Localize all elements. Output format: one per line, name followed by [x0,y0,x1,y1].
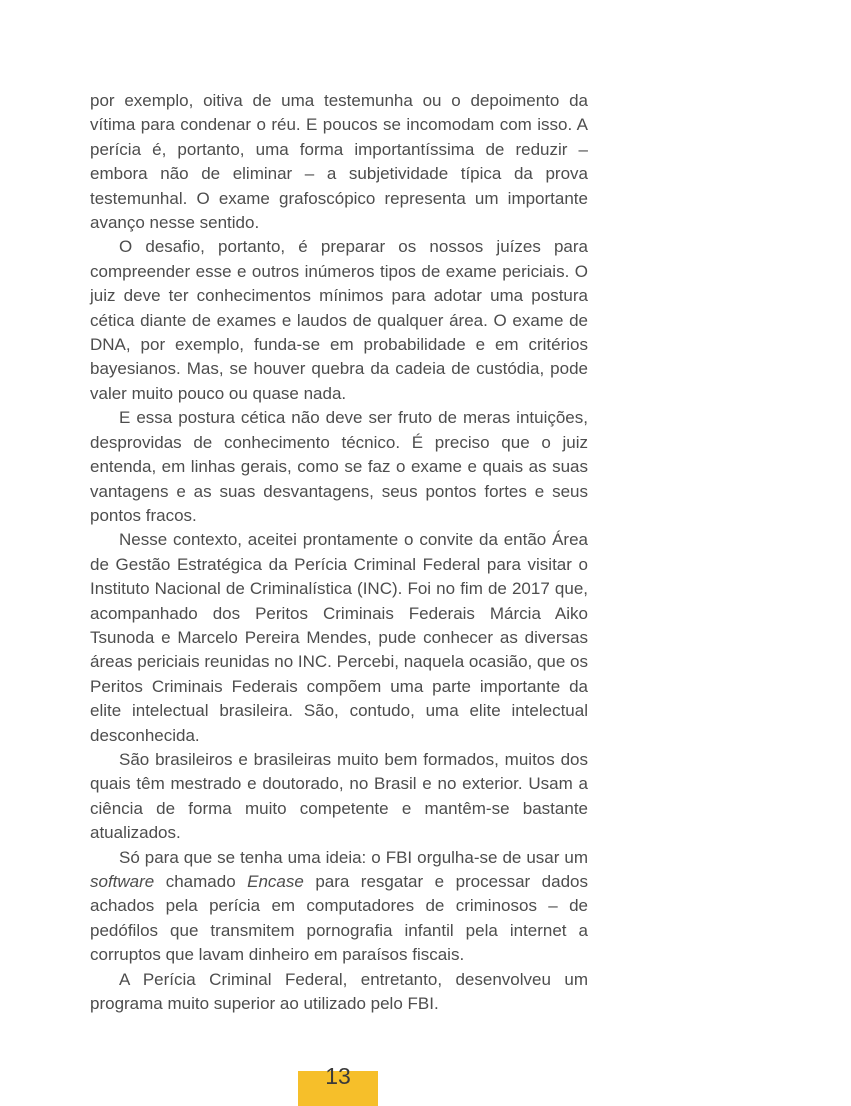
paragraph-2: O desafio, portanto, é preparar os nossos juízes para compreender esse e outros inúmeros tipos de exame periciais. O juiz deve ter conhecimentos mínimos para adotar uma postura cética diante de exames e laudos de qualquer área. O exame de DNA, por exemplo, funda-se em probabilidade e em critérios bayesianos. Mas, se houver quebra da cadeia de custódia, pode valer muito pouco ou quase nada. [90,237,588,403]
software-term: software [90,872,155,891]
page-number-badge [298,1063,378,1106]
paragraph-5: São brasileiros e brasileiras muito bem formados, muitos dos quais têm mestrado e doutorado, no Brasil e no exterior. Usam a ciência de forma muito competente e mantêm-se bastante atualizados. [90,749,588,843]
paragraph-6-part-3: para resgatar e processar dados achados pela perícia em computadores de criminosos – de pedófilos que transmitem pornografia infantil pela internet a corruptos que lavam dinheiro em paraísos fiscais. [90,872,589,965]
body-text [90,89,588,1016]
paragraph-3: E essa postura cética não deve ser fruto de meras intuições, desprovidas de conhecimento técnico. É preciso que o juiz entenda, em linhas gerais, como se faz o exame e quais as suas vantagens e as suas desvantagens, seus pontos fortes e seus pontos fracos. [90,408,588,525]
paragraph-6 [90,846,588,968]
paragraph-6-part-2: chamado [154,872,248,891]
paragraph-6-part-1: Só para que se tenha uma ideia: o FBI orgulha-se de usar um [119,847,588,867]
paragraph-1: por exemplo, oitiva de uma testemunha ou o depoimento da vítima para condenar o réu. E poucos se incomodam com isso. A perícia é, portanto, uma forma importantíssima de reduzir – embora não de eliminar – a subjetividade típica da prova testemunhal. O exame grafoscópico representa um importante avanço nesse sentido. [90,91,588,233]
paragraph-4: Nesse contexto, aceitei prontamente o convite da então Área de Gestão Estratégica da Perícia Criminal Federal para visitar o Instituto Nacional de Criminalística (INC). Foi no fim de 2017 que, acompanhado dos Peritos Criminais Federais Márcia Aiko Tsunoda e Marcelo Pereira Mendes, pude conhecer as diversas áreas periciais reunidas no INC. Percebi, naquela ocasião, que os Peritos Criminais Federais compõem uma parte importante da elite intelectual brasileira. São, contudo, uma elite intelectual desconhecida. [90,530,589,745]
page-number: 13 [325,1063,351,1089]
encase-term: Encase [247,872,304,891]
paragraph-7: A Perícia Criminal Federal, entretanto, desenvolveu um programa muito superior ao utilizado pelo FBI. [90,969,588,1014]
